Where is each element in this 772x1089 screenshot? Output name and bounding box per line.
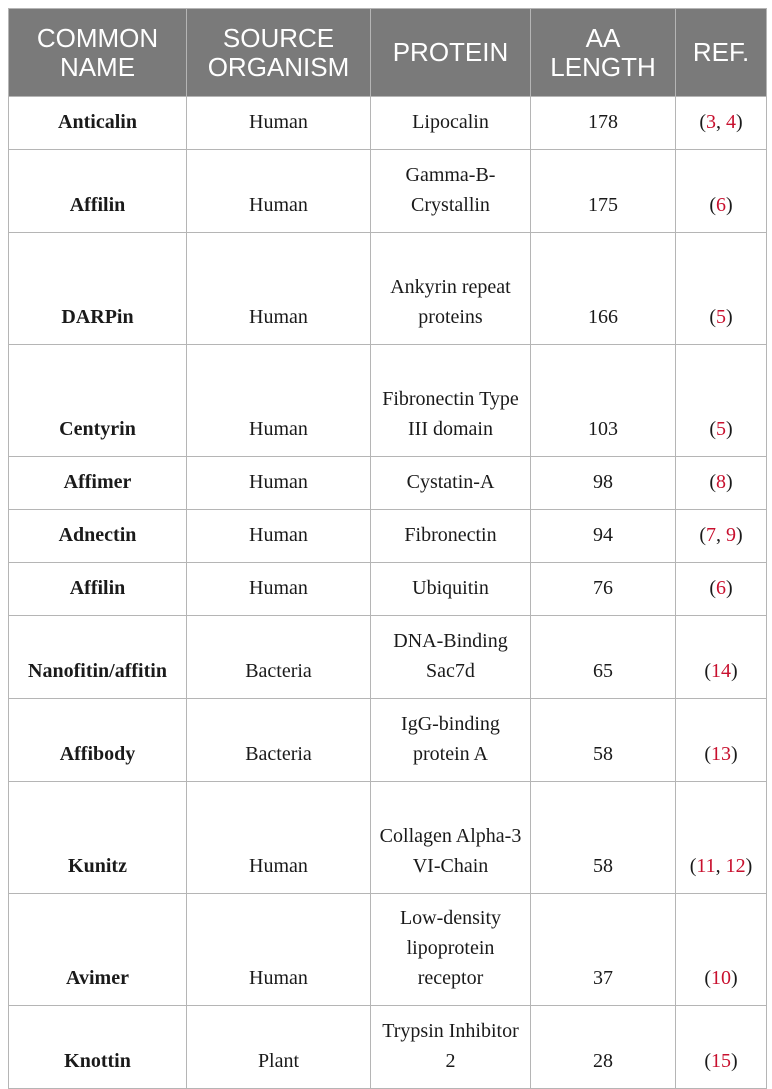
table-row <box>9 616 767 699</box>
ref-cell: (6) <box>676 150 767 233</box>
common-name-cell: Affibody <box>9 699 187 782</box>
table-row <box>9 782 767 894</box>
table-row <box>9 1006 767 1089</box>
header-common-name: COMMON NAME <box>9 9 187 97</box>
common-name-cell: Anticalin <box>9 97 187 150</box>
ref-link[interactable]: 13 <box>711 743 731 765</box>
source-organism-cell: Human <box>187 97 371 150</box>
common-name-cell: Affilin <box>9 563 187 616</box>
table-row <box>9 457 767 510</box>
aa-length-cell: 65 <box>531 616 676 699</box>
protein-cell: Collagen Alpha-3 VI-Chain <box>371 782 531 894</box>
protein-cell: Fibronectin Type III domain <box>371 345 531 457</box>
source-organism-cell: Human <box>187 510 371 563</box>
ref-link[interactable]: 6 <box>716 577 726 599</box>
header-protein: PROTEIN <box>371 9 531 97</box>
aa-length-cell: 58 <box>531 782 676 894</box>
ref-cell: (5) <box>676 345 767 457</box>
source-organism-cell: Plant <box>187 1006 371 1089</box>
common-name-cell: Centyrin <box>9 345 187 457</box>
ref-link[interactable]: 5 <box>716 306 726 328</box>
aa-length-cell: 94 <box>531 510 676 563</box>
ref-link[interactable]: 9 <box>726 524 736 546</box>
aa-length-cell: 103 <box>531 345 676 457</box>
source-organism-cell: Bacteria <box>187 699 371 782</box>
header-row <box>9 9 767 97</box>
ref-link[interactable]: 6 <box>716 194 726 216</box>
common-name-cell: Adnectin <box>9 510 187 563</box>
table-row <box>9 563 767 616</box>
ref-link[interactable]: 11 <box>696 855 716 877</box>
ref-cell: (11, 12) <box>676 782 767 894</box>
aa-length-cell: 166 <box>531 233 676 345</box>
protein-cell: Fibronectin <box>371 510 531 563</box>
ref-link[interactable]: 12 <box>725 855 746 877</box>
aa-length-cell: 58 <box>531 699 676 782</box>
source-organism-cell: Human <box>187 563 371 616</box>
source-organism-cell: Human <box>187 345 371 457</box>
common-name-cell: Affilin <box>9 150 187 233</box>
protein-cell: Trypsin Inhibitor 2 <box>371 1006 531 1089</box>
common-name-cell: Affimer <box>9 457 187 510</box>
source-organism-cell: Human <box>187 233 371 345</box>
table-row <box>9 510 767 563</box>
aa-length-cell: 98 <box>531 457 676 510</box>
protein-cell: Ubiquitin <box>371 563 531 616</box>
ref-cell: (5) <box>676 233 767 345</box>
common-name-cell: DARPin <box>9 233 187 345</box>
table-row <box>9 699 767 782</box>
aa-length-cell: 175 <box>531 150 676 233</box>
table-row <box>9 894 767 1006</box>
header-source-organism: SOURCE ORGANISM <box>187 9 371 97</box>
table-row <box>9 345 767 457</box>
protein-scaffold-table <box>8 8 767 1089</box>
source-organism-cell: Human <box>187 457 371 510</box>
ref-cell: (14) <box>676 616 767 699</box>
protein-cell: Cystatin-A <box>371 457 531 510</box>
ref-link[interactable]: 7 <box>706 524 716 546</box>
protein-cell: IgG-binding protein A <box>371 699 531 782</box>
source-organism-cell: Human <box>187 894 371 1006</box>
source-organism-cell: Human <box>187 150 371 233</box>
common-name-cell: Knottin <box>9 1006 187 1089</box>
ref-link[interactable]: 10 <box>711 967 731 989</box>
source-organism-cell: Bacteria <box>187 616 371 699</box>
source-organism-cell: Human <box>187 782 371 894</box>
header-aa-length: AA LENGTH <box>531 9 676 97</box>
ref-cell: (10) <box>676 894 767 1006</box>
ref-link[interactable]: 4 <box>726 111 736 133</box>
aa-length-cell: 28 <box>531 1006 676 1089</box>
aa-length-cell: 37 <box>531 894 676 1006</box>
table-row <box>9 97 767 150</box>
table-row <box>9 150 767 233</box>
common-name-cell: Kunitz <box>9 782 187 894</box>
ref-cell: (6) <box>676 563 767 616</box>
ref-link[interactable]: 8 <box>716 471 726 493</box>
header-ref: REF. <box>676 9 767 97</box>
table-row <box>9 233 767 345</box>
common-name-cell: Avimer <box>9 894 187 1006</box>
ref-link[interactable]: 14 <box>711 660 731 682</box>
common-name-cell: Nanofitin/affitin <box>9 616 187 699</box>
ref-link[interactable]: 5 <box>716 418 726 440</box>
ref-link[interactable]: 15 <box>711 1050 731 1072</box>
protein-cell: Lipocalin <box>371 97 531 150</box>
ref-cell: (7, 9) <box>676 510 767 563</box>
protein-cell: DNA-Binding Sac7d <box>371 616 531 699</box>
ref-cell: (3, 4) <box>676 97 767 150</box>
protein-cell: Ankyrin repeat proteins <box>371 233 531 345</box>
ref-cell: (8) <box>676 457 767 510</box>
protein-cell: Gamma-B-Crystallin <box>371 150 531 233</box>
ref-cell: (15) <box>676 1006 767 1089</box>
aa-length-cell: 178 <box>531 97 676 150</box>
protein-cell: Low-density lipoprotein receptor <box>371 894 531 1006</box>
aa-length-cell: 76 <box>531 563 676 616</box>
ref-link[interactable]: 3 <box>706 111 716 133</box>
ref-cell: (13) <box>676 699 767 782</box>
